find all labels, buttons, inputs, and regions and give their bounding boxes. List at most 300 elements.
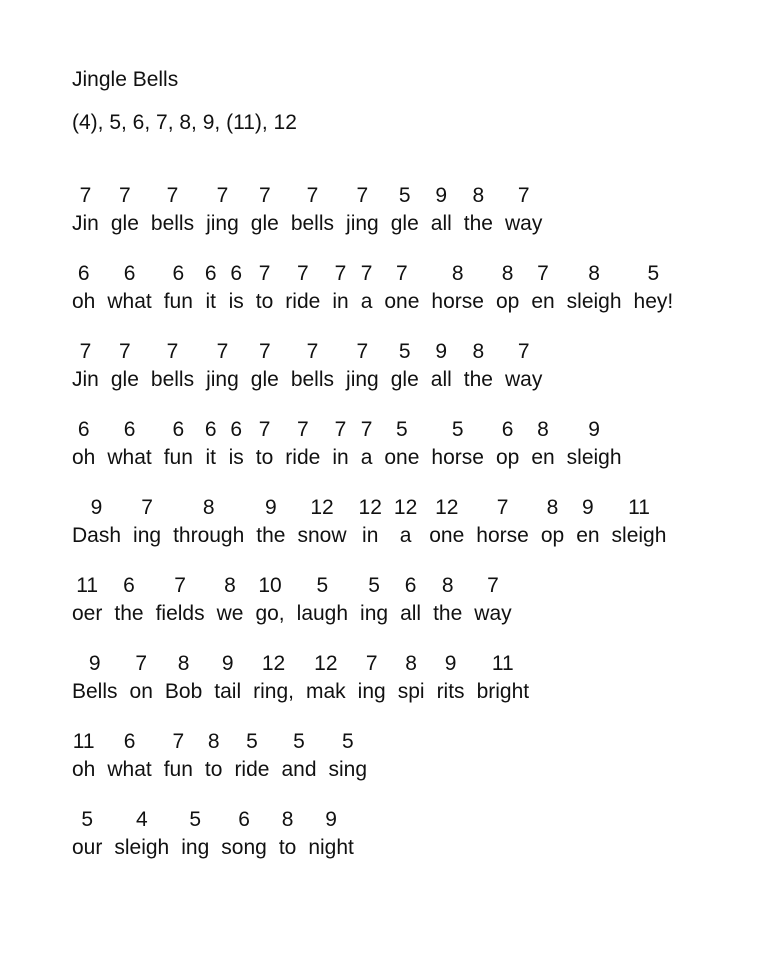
lyric-syllable: what (107, 758, 152, 781)
lyric-syllable: Bells (72, 680, 118, 703)
note-syllable-pair (431, 260, 484, 316)
lyric-syllable: laugh (296, 602, 349, 625)
note-syllable-pair (256, 260, 274, 316)
note-syllable-pair (205, 260, 217, 316)
lyric-syllable: the (433, 602, 463, 625)
note-syllable-pair (114, 806, 169, 862)
note-number: 7 (166, 340, 179, 363)
note-number: 6 (123, 574, 135, 597)
note-number: 7 (356, 340, 369, 363)
note-syllable-pair (251, 182, 279, 238)
lyric-syllable: sing (328, 758, 368, 781)
note-syllable-pair (567, 416, 622, 472)
lyric-syllable: ing (360, 602, 389, 625)
lyric-syllable: ing (181, 836, 210, 859)
note-number: 7 (306, 184, 319, 207)
note-number: 6 (404, 574, 417, 597)
note-number: 8 (472, 340, 485, 363)
lyric-syllable: way (504, 368, 543, 391)
verse-line (72, 182, 742, 238)
lyric-syllable: en (531, 290, 555, 313)
lyric-syllable: horse (431, 290, 484, 313)
note-syllable-pair (476, 494, 529, 550)
note-number: 5 (341, 730, 354, 753)
note-number: 9 (435, 340, 448, 363)
note-syllable-pair (255, 572, 284, 628)
note-syllable-pair (306, 650, 346, 706)
note-number: 5 (398, 184, 411, 207)
note-number: 6 (501, 418, 514, 441)
note-number: 11 (72, 730, 95, 753)
note-number: 10 (258, 574, 282, 597)
lyric-syllable: is (228, 446, 244, 469)
note-syllable-pair (358, 650, 386, 706)
note-syllable-pair (291, 182, 334, 238)
note-syllable-pair (361, 416, 373, 472)
lyric-syllable: oh (72, 446, 96, 469)
note-number: 7 (258, 418, 271, 441)
note-syllable-pair (217, 572, 244, 628)
note-number: 5 (81, 808, 94, 831)
note-number: 6 (230, 418, 243, 441)
note-syllable-pair (576, 494, 599, 550)
lyric-syllable: spi (397, 680, 425, 703)
lyric-syllable: ride (285, 290, 321, 313)
lyric-syllable: all (400, 602, 422, 625)
note-number: 11 (628, 496, 650, 519)
lyric-syllable: horse (431, 446, 484, 469)
note-number: 9 (325, 808, 337, 831)
note-number: 5 (368, 574, 380, 597)
note-syllable-pair (72, 260, 95, 316)
lyric-syllable: way (504, 212, 543, 235)
note-syllable-pair (329, 728, 368, 784)
note-syllable-pair (541, 494, 564, 550)
note-syllable-pair (111, 182, 139, 238)
note-number: 7 (517, 340, 530, 363)
note-syllable-pair (359, 494, 382, 550)
note-number: 9 (221, 652, 234, 675)
note-number: 7 (258, 184, 271, 207)
note-syllable-pair (464, 338, 493, 394)
lyric-syllable: bells (290, 368, 335, 391)
lyric-syllable: sleigh (566, 290, 622, 313)
verse-line (72, 416, 742, 472)
note-syllable-pair (431, 182, 452, 238)
note-syllable-pair (214, 650, 241, 706)
note-number: 6 (204, 418, 217, 441)
note-number: 6 (123, 262, 136, 285)
lyric-syllable: ring, (253, 680, 294, 703)
lyric-syllable: bells (150, 212, 195, 235)
note-syllable-pair (72, 806, 102, 862)
note-syllable-pair (279, 806, 297, 862)
note-number: 7 (396, 262, 408, 285)
note-number: 8 (202, 496, 215, 519)
lyric-syllable: snow (297, 524, 347, 547)
note-syllable-pair (151, 182, 194, 238)
note-syllable-pair (229, 416, 244, 472)
lyric-syllable: ride (234, 758, 270, 781)
note-syllable-pair (72, 650, 118, 706)
note-number: 7 (334, 262, 347, 285)
lyric-syllable: ing (357, 680, 386, 703)
lyric-syllable: op (495, 446, 520, 469)
note-syllable-pair (165, 650, 202, 706)
note-syllable-pair (253, 650, 294, 706)
lyric-syllable: song (221, 836, 267, 859)
note-number: 8 (281, 808, 294, 831)
verse-line (72, 260, 742, 316)
lyric-syllable: our (72, 836, 103, 859)
note-syllable-pair (634, 260, 674, 316)
note-number: 6 (172, 418, 185, 441)
lyric-syllable: ing (133, 524, 162, 547)
note-syllable-pair (234, 728, 269, 784)
note-syllable-pair (164, 260, 193, 316)
note-syllable-pair (391, 338, 419, 394)
note-number: 8 (405, 652, 417, 675)
lyric-syllable: mak (305, 680, 346, 703)
song-title: Jingle Bells (72, 68, 179, 91)
note-number: 5 (396, 418, 408, 441)
lyric-syllable: in (332, 290, 349, 313)
lyric-syllable: fun (163, 290, 193, 313)
note-number: 4 (135, 808, 148, 831)
lyric-syllable: jing (206, 212, 239, 235)
lyric-syllable: one (384, 290, 420, 313)
note-syllable-pair (221, 806, 267, 862)
lyric-syllable: is (228, 290, 244, 313)
verse-line (72, 338, 742, 394)
lyric-syllable: fun (163, 446, 193, 469)
lyric-syllable: bells (290, 212, 335, 235)
note-syllable-pair (164, 728, 193, 784)
note-syllable-pair (256, 494, 285, 550)
lyric-syllable: horse (476, 524, 529, 547)
note-number: 7 (306, 340, 319, 363)
lyric-syllable: bells (150, 368, 195, 391)
note-number: 12 (310, 496, 334, 519)
note-number: 7 (360, 418, 373, 441)
note-syllable-pair (111, 338, 139, 394)
note-syllable-pair (229, 260, 244, 316)
lyric-syllable: en (576, 524, 600, 547)
note-number: 5 (293, 730, 305, 753)
note-syllable-pair (130, 650, 153, 706)
note-number: 8 (451, 262, 464, 285)
note-number: 12 (314, 652, 338, 675)
note-number: 7 (356, 184, 369, 207)
lyric-syllable: a (360, 446, 373, 469)
note-number: 6 (204, 262, 217, 285)
note-syllable-pair (72, 494, 121, 550)
note-syllable-pair (297, 572, 348, 628)
lyric-syllable: to (204, 758, 223, 781)
note-number: 8 (588, 262, 600, 285)
note-number: 6 (230, 262, 243, 285)
lyric-syllable: and (281, 758, 317, 781)
lyric-syllable: way (474, 602, 512, 625)
note-syllable-pair (156, 572, 205, 628)
lyric-syllable: sleigh (114, 836, 170, 859)
note-number: 8 (177, 652, 190, 675)
note-number: 9 (90, 496, 103, 519)
note-number: 11 (491, 652, 514, 675)
note-syllable-pair (285, 416, 320, 472)
note-syllable-pair (477, 650, 530, 706)
note-number: 7 (135, 652, 148, 675)
lyric-syllable: tail (214, 680, 242, 703)
lyric-syllable: bright (476, 680, 530, 703)
note-number: 12 (358, 496, 382, 519)
note-syllable-pair (72, 416, 95, 472)
note-syllable-pair (612, 494, 667, 550)
note-number: 7 (537, 262, 549, 285)
note-number: 7 (79, 184, 92, 207)
lyric-syllable: Jin (72, 212, 99, 235)
note-number: 7 (360, 262, 373, 285)
note-number: 9 (582, 496, 594, 519)
note-number: 6 (77, 418, 90, 441)
note-syllable-pair (308, 806, 354, 862)
lyric-syllable: a (360, 290, 373, 313)
note-syllable-pair (291, 338, 334, 394)
lyric-syllable: to (255, 446, 274, 469)
lyric-syllable: gle (390, 212, 419, 235)
note-syllable-pair (256, 416, 274, 472)
lyric-syllable: to (278, 836, 297, 859)
note-syllable-pair (107, 416, 151, 472)
note-syllable-pair (394, 494, 417, 550)
lyric-syllable: the (256, 524, 286, 547)
note-number: 7 (216, 184, 229, 207)
note-number: 6 (77, 262, 90, 285)
lyric-syllable: it (205, 290, 217, 313)
lyric-syllable: oh (72, 290, 96, 313)
verse-line (72, 494, 742, 550)
note-syllable-pair (107, 728, 151, 784)
note-number: 7 (296, 262, 309, 285)
note-syllable-pair (133, 494, 161, 550)
note-number: 5 (398, 340, 411, 363)
note-syllable-pair (206, 182, 239, 238)
note-syllable-pair (398, 650, 425, 706)
note-number: 8 (207, 730, 220, 753)
note-syllable-pair (346, 338, 379, 394)
note-number: 7 (141, 496, 153, 519)
note-number: 5 (451, 418, 464, 441)
note-number: 6 (238, 808, 250, 831)
note-syllable-pair (346, 182, 379, 238)
note-number: 7 (166, 184, 179, 207)
note-syllable-pair (400, 572, 421, 628)
lyric-syllable: oer (72, 602, 103, 625)
note-number: 12 (435, 496, 459, 519)
note-number: 5 (316, 574, 329, 597)
lyric-syllable: one (429, 524, 465, 547)
note-number: 9 (265, 496, 277, 519)
note-number: 9 (588, 418, 600, 441)
lyric-syllable: the (114, 602, 144, 625)
note-syllable-pair (496, 260, 519, 316)
note-syllable-pair (151, 338, 194, 394)
lyric-syllable: it (205, 446, 217, 469)
lyric-syllable: on (129, 680, 153, 703)
lyric-syllable: sleigh (611, 524, 667, 547)
note-number: 9 (444, 652, 457, 675)
note-number: 7 (119, 184, 131, 207)
note-syllable-pair (285, 260, 320, 316)
lyric-syllable: jing (346, 212, 379, 235)
note-syllable-pair (332, 260, 348, 316)
lyric-syllable: a (399, 524, 412, 547)
note-number: 12 (393, 496, 418, 519)
lyric-syllable: sleigh (566, 446, 622, 469)
lyric-syllable: night (308, 836, 354, 859)
lyric-syllable: to (255, 290, 274, 313)
lyric-syllable: go, (255, 602, 285, 625)
lyric-syllable: Jin (72, 368, 99, 391)
note-number: 9 (88, 652, 101, 675)
note-number: 6 (172, 262, 185, 285)
lyric-syllable: in (332, 446, 349, 469)
note-syllable-pair (361, 260, 373, 316)
note-syllable-pair (437, 650, 465, 706)
note-syllable-pair (205, 416, 217, 472)
note-syllable-pair (72, 728, 95, 784)
note-number: 8 (472, 184, 485, 207)
note-syllable-pair (474, 572, 511, 628)
note-number: 8 (441, 574, 454, 597)
note-syllable-pair (332, 416, 348, 472)
lyric-syllable: Bob (164, 680, 203, 703)
note-number: 7 (172, 730, 185, 753)
note-syllable-pair (164, 416, 193, 472)
note-number: 7 (216, 340, 229, 363)
note-number: 6 (123, 418, 136, 441)
note-syllable-pair (360, 572, 388, 628)
note-number: 5 (647, 262, 660, 285)
lyric-syllable: one (384, 446, 420, 469)
lyric-syllable: rits (436, 680, 465, 703)
note-syllable-pair (72, 338, 99, 394)
verse-line (72, 650, 742, 706)
lyric-syllable: gle (390, 368, 419, 391)
note-number: 12 (261, 652, 286, 675)
note-syllable-pair (384, 260, 419, 316)
note-number: 7 (296, 418, 309, 441)
verse-line (72, 572, 742, 628)
note-number: 7 (517, 184, 530, 207)
note-syllable-pair (433, 572, 462, 628)
lyric-syllable: through (173, 524, 245, 547)
lyric-syllable: all (430, 212, 452, 235)
verse-line (72, 806, 742, 862)
note-number: 7 (487, 574, 499, 597)
note-syllable-pair (391, 182, 419, 238)
lyric-syllable: op (540, 524, 565, 547)
lyric-syllable: fields (155, 602, 205, 625)
note-syllable-pair (281, 728, 316, 784)
lyric-syllable: what (107, 290, 152, 313)
note-syllable-pair (496, 416, 519, 472)
note-number: 8 (224, 574, 236, 597)
note-syllable-pair (384, 416, 419, 472)
note-number: 5 (246, 730, 258, 753)
note-number: 7 (365, 652, 378, 675)
lyric-syllable: jing (206, 368, 239, 391)
note-number: 5 (189, 808, 202, 831)
lyric-syllable: hey! (633, 290, 674, 313)
lyric-syllable: oh (72, 758, 96, 781)
note-syllable-pair (251, 338, 279, 394)
note-number: 7 (79, 340, 92, 363)
lyric-syllable: the (463, 212, 493, 235)
note-syllable-pair (107, 260, 151, 316)
note-number: 7 (258, 262, 271, 285)
note-syllable-pair (531, 260, 554, 316)
note-number: 8 (501, 262, 514, 285)
verse-line (72, 728, 742, 784)
lyric-syllable: op (495, 290, 520, 313)
note-number: 7 (119, 340, 131, 363)
lyric-syllable: the (463, 368, 493, 391)
note-syllable-pair (567, 260, 622, 316)
note-number: 9 (435, 184, 448, 207)
note-syllable-pair (72, 182, 99, 238)
lyric-syllable: gle (250, 212, 279, 235)
note-syllable-pair (298, 494, 347, 550)
lyric-syllable: en (531, 446, 555, 469)
note-number: 7 (174, 574, 186, 597)
note-number: 7 (258, 340, 271, 363)
note-number: 7 (334, 418, 347, 441)
note-syllable-pair (206, 338, 239, 394)
lyric-syllable: fun (163, 758, 193, 781)
lyric-syllable: jing (346, 368, 379, 391)
note-syllable-pair (181, 806, 209, 862)
note-syllable-pair (464, 182, 493, 238)
lyric-syllable: gle (110, 212, 139, 235)
lyric-syllable: Dash (72, 524, 122, 547)
note-syllable-pair (431, 338, 452, 394)
note-number: 11 (76, 574, 99, 597)
note-number: 8 (537, 418, 549, 441)
note-syllable-pair (114, 572, 143, 628)
lyric-syllable: gle (250, 368, 279, 391)
note-syllable-pair (429, 494, 464, 550)
note-number: 6 (123, 730, 136, 753)
note-number: 7 (496, 496, 509, 519)
lyric-syllable: all (430, 368, 452, 391)
lyric-syllable: gle (110, 368, 139, 391)
lyric-syllable: we (216, 602, 244, 625)
note-syllable-pair (173, 494, 244, 550)
note-syllable-pair (72, 572, 102, 628)
note-range-line: (4), 5, 6, 7, 8, 9, (11), 12 (72, 111, 297, 134)
lyric-syllable: ride (285, 446, 321, 469)
note-syllable-pair (431, 416, 484, 472)
note-number: 8 (546, 496, 559, 519)
lyric-syllable: what (107, 446, 152, 469)
note-syllable-pair (505, 338, 542, 394)
lyric-syllable: in (362, 524, 379, 547)
verses-container (72, 182, 742, 862)
note-syllable-pair (205, 728, 223, 784)
note-syllable-pair (505, 182, 542, 238)
note-syllable-pair (531, 416, 554, 472)
